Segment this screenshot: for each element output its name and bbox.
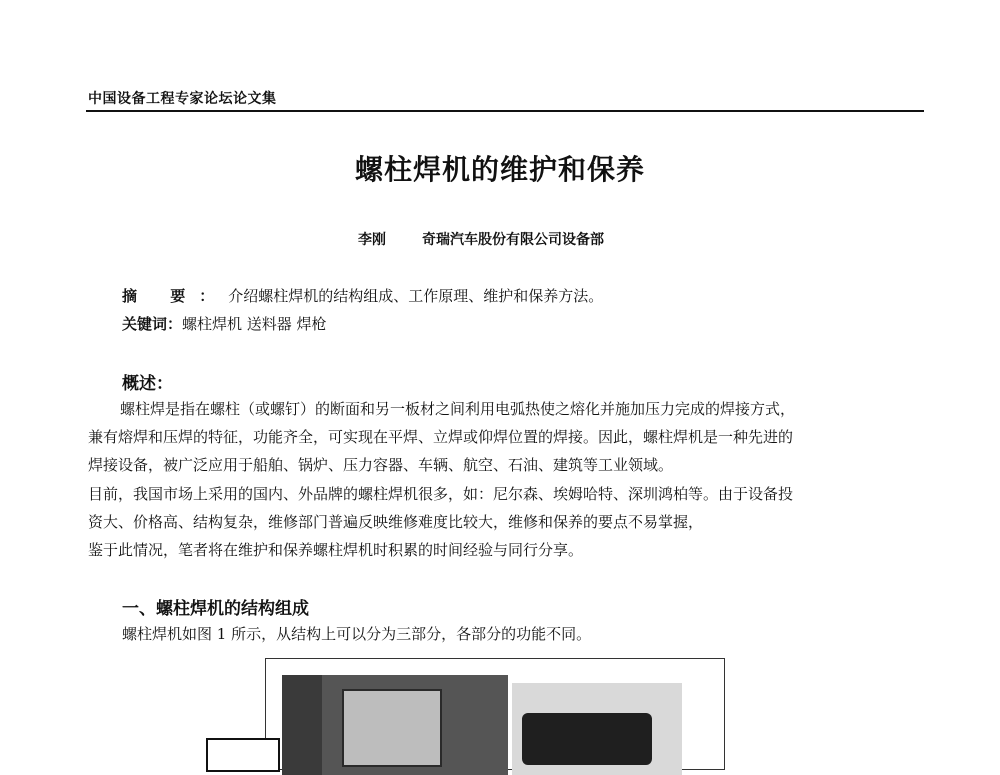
header-rule: [86, 110, 924, 112]
welder-unit: [342, 689, 442, 767]
paper-title: 螺柱焊机的维护和保养: [354, 153, 645, 186]
overview-line: 螺柱焊是指在螺柱（或螺钉）的断面和另一板材之间利用电弧热使之熔化并施加压力完成的焊接方式，: [120, 400, 796, 418]
abstract: [122, 285, 603, 306]
abstract-label: 摘 要：: [122, 287, 229, 305]
author-affiliation: 奇瑞汽车股份有限公司设备部: [422, 232, 604, 248]
overview-line: 鉴于此情况，笔者将在维护和保养螺柱焊机时积累的时间经验与同行分享。: [88, 541, 584, 559]
figure-callout-box: [206, 738, 280, 772]
keywords-label: 关键词：: [122, 315, 183, 333]
feeder-unit: [522, 713, 652, 765]
overview-line: 焊接设备，被广泛应用于船舶、锅炉、压力容器、车辆、航空、石油、建筑等工业领域。: [88, 456, 674, 474]
welder-photo: [282, 675, 508, 775]
overview-line: 目前，我国市场上采用的国内、外品牌的螺柱焊机很多，如：尼尔森、埃姆哈特、深圳鸿柏等。由于设备投: [88, 485, 794, 503]
overview-line: 兼有熔焊和压焊的特征，功能齐全，可实现在平焊、立焊或仰焊位置的焊接。因此，螺柱焊机是一种先进的: [88, 428, 794, 446]
overview-line: 资大、价格高、结构复杂，维修部门普遍反映维修难度比较大，维修和保养的要点不易掌握，: [88, 513, 704, 531]
figure-1: [265, 658, 725, 770]
keywords-text: 螺柱焊机 送料器 焊枪: [182, 315, 327, 333]
feeder-photo: [512, 683, 682, 775]
running-head: 中国设备工程专家论坛论文集: [88, 91, 277, 107]
section1-heading: 一、螺柱焊机的结构组成: [122, 599, 309, 619]
author-line: [358, 229, 604, 249]
author-name: 李刚: [358, 232, 386, 248]
keywords: [122, 313, 327, 334]
overview-heading: 概述：: [122, 374, 173, 394]
section1-intro: 螺柱焊机如图 1 所示，从结构上可以分为三部分，各部分的功能不同。: [122, 625, 592, 643]
abstract-text: 介绍螺柱焊机的结构组成、工作原理、维护和保养方法。: [228, 287, 604, 305]
